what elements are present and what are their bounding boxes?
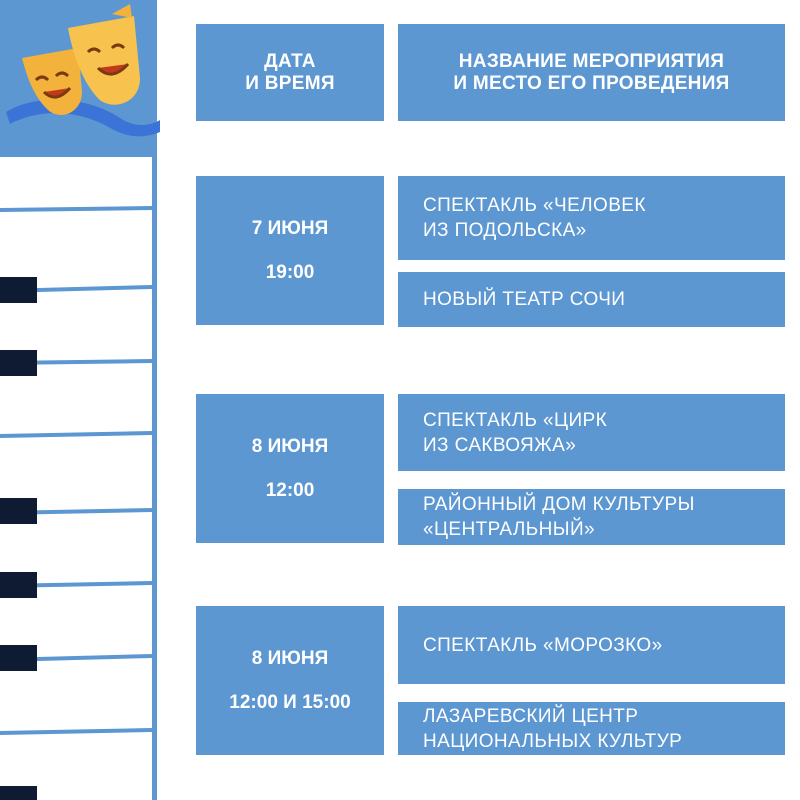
- event-title: СПЕКТАКЛЬ «ЦИРК ИЗ САКВОЯЖА»: [398, 394, 785, 471]
- event-date-cell: [196, 606, 384, 755]
- event-venue: ЛАЗАРЕВСКИЙ ЦЕНТР НАЦИОНАЛЬНЫХ КУЛЬТУР: [398, 702, 785, 755]
- event-title: СПЕКТАКЛЬ «МОРОЗКО»: [398, 606, 785, 684]
- event-title: СПЕКТАКЛЬ «ЧЕЛОВЕК ИЗ ПОДОЛЬСКА»: [398, 176, 785, 260]
- event-date-cell: [196, 176, 384, 325]
- event-time: 12:00 И 15:00: [229, 691, 351, 713]
- event-date: 8 ИЮНЯ: [251, 435, 329, 457]
- event-venue: РАЙОННЫЙ ДОМ КУЛЬТУРЫ «ЦЕНТРАЛЬНЫЙ»: [398, 489, 785, 545]
- event-date: 7 ИЮНЯ: [251, 217, 329, 239]
- event-time: 19:00: [265, 261, 315, 283]
- event-date-cell: [196, 394, 384, 543]
- piano-keys-decoration: [0, 0, 162, 800]
- event-venue: НОВЫЙ ТЕАТР СОЧИ: [398, 272, 785, 327]
- event-date: 8 ИЮНЯ: [251, 647, 329, 669]
- event-time: 12:00: [265, 479, 315, 501]
- date-time-header: ДАТА И ВРЕМЯ: [196, 24, 384, 121]
- event-venue-header: НАЗВАНИЕ МЕРОПРИЯТИЯ И МЕСТО ЕГО ПРОВЕДЕНИЯ: [398, 24, 785, 121]
